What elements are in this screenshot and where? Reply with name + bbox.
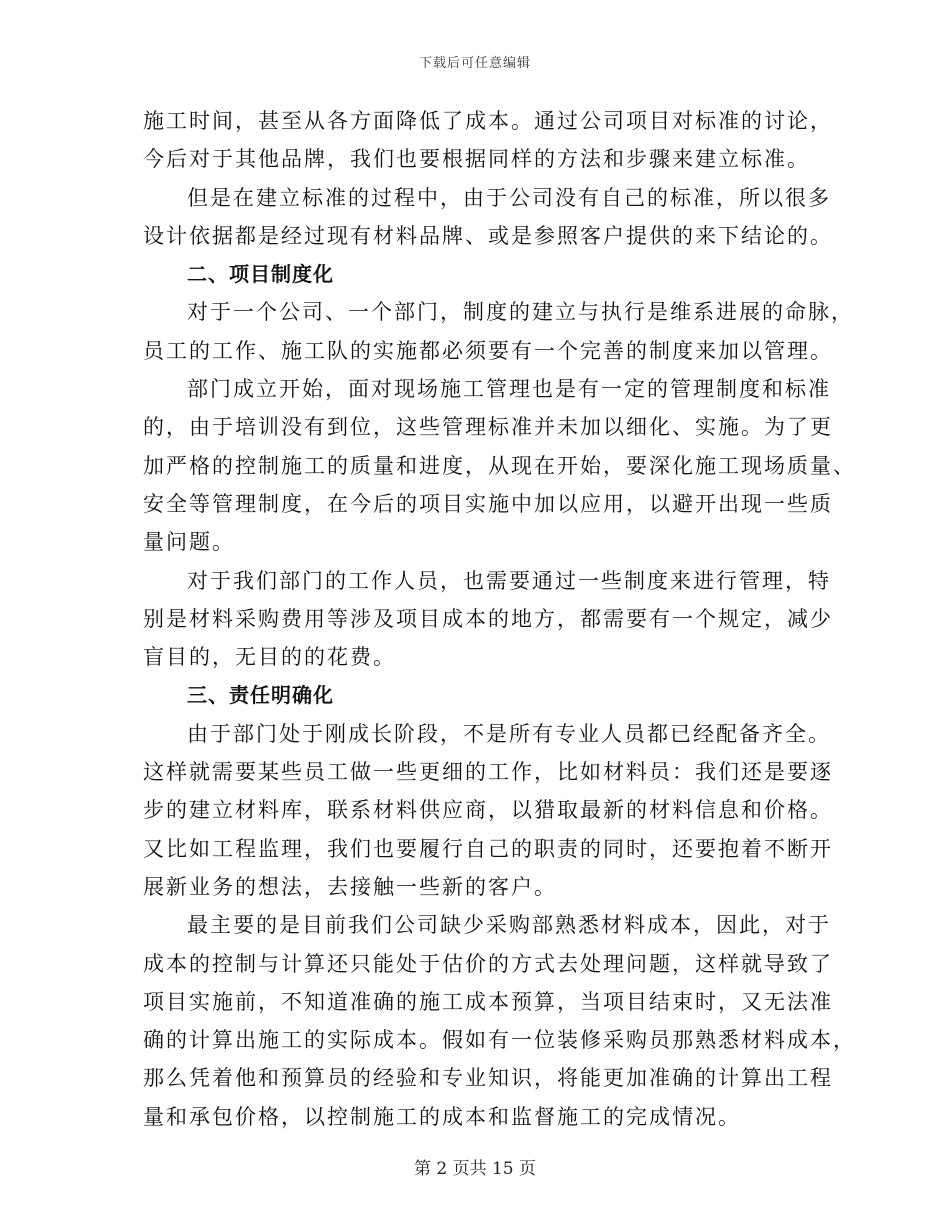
- body-line: 步的建立材料库，联系材料供应商，以猎取最新的材料信息和价格。: [143, 798, 833, 823]
- body-line: 这样就需要某些员工做一些更细的工作，比如材料员：我们还是要逐: [143, 760, 833, 785]
- body-line: 员工的工作、施工队的实施都必须要有一个完善的制度来加以管理。: [143, 338, 833, 363]
- section-heading: 三、责任明确化: [187, 683, 334, 708]
- body-line: 确的计算出施工的实际成本。假如有一位装修采购员那熟悉材料成本，: [143, 1028, 856, 1053]
- paragraph-start: 但是在建立标准的过程中，由于公司没有自己的标准，所以很多: [187, 185, 831, 210]
- paragraph-start: 对于我们部门的工作人员，也需要通过一些制度来进行管理，特: [187, 568, 831, 593]
- body-line: 成本的控制与计算还只能处于估价的方式去处理问题，这样就导致了: [143, 951, 833, 976]
- paragraph-start: 对于一个公司、一个部门，制度的建立与执行是维系进展的命脉，: [187, 300, 854, 325]
- page-number: 第 2 页共 15 页: [413, 1159, 537, 1179]
- body-line: 又比如工程监理，我们也要履行自己的职责的同时，还要抱着不断开: [143, 836, 833, 861]
- body-line: 别是材料采购费用等涉及项目成本的地方，都需要有一个规定，减少: [143, 606, 833, 631]
- body-line: 展新业务的想法，去接触一些新的客户。: [143, 874, 557, 899]
- body-line: 设计依据都是经过现有材料品牌、或是参照客户提供的来下结论的。: [143, 223, 833, 248]
- section-heading: 二、项目制度化: [187, 262, 334, 287]
- body-line: 安全等管理制度，在今后的项目实施中加以应用，以避开出现一些质: [143, 491, 833, 516]
- body-line: 盲目的，无目的的花费。: [143, 645, 396, 670]
- body-line: 施工时间，甚至从各方面降低了成本。通过公司项目对标准的讨论，: [143, 109, 833, 133]
- paragraph-start: 部门成立开始，面对现场施工管理也是有一定的管理制度和标准: [187, 377, 831, 402]
- body-line: 项目实施前，不知道准确的施工成本预算，当项目结束时，又无法准: [143, 989, 833, 1014]
- paragraph-start: 最主要的是目前我们公司缺少采购部熟悉材料成本，因此，对于: [187, 913, 831, 938]
- body-line: 加严格的控制施工的质量和进度，从现在开始，要深化施工现场质量、: [143, 453, 856, 478]
- body-line: 那么凭着他和预算员的经验和专业知识，将能更加准确的计算出工程: [143, 1066, 833, 1091]
- page-header-note: 下载后可任意编辑: [418, 56, 531, 71]
- body-line: 的，由于培训没有到位，这些管理标准并未加以细化、实施。为了更: [143, 415, 833, 440]
- body-line: 今后对于其他品牌，我们也要根据同样的方法和步骤来建立标准。: [143, 147, 810, 172]
- paragraph-start: 由于部门处于刚成长阶段，不是所有专业人员都已经配备齐全。: [187, 721, 831, 746]
- document-body: [143, 102, 856, 1136]
- body-line: 量和承包价格，以控制施工的成本和监督施工的完成情况。: [143, 1104, 741, 1129]
- body-line: 量问题。: [143, 530, 235, 555]
